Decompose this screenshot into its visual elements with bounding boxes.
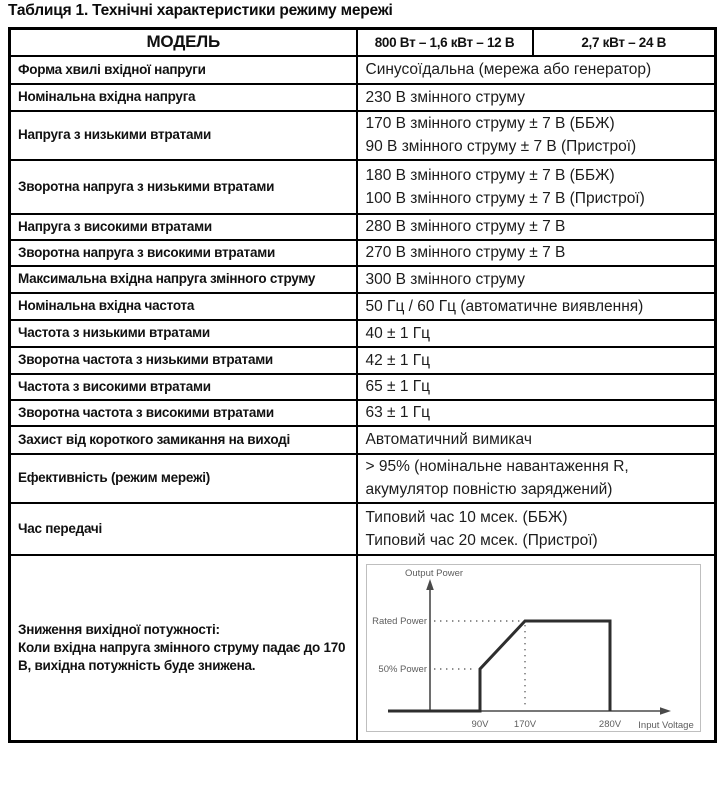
row-value	[357, 293, 716, 320]
value-line: Синусоїдальна (мережа або генератор)	[365, 61, 652, 78]
value-line: 100 В змінного струму ± 7 В (Пристрої)	[365, 189, 645, 207]
row-label: Час передачі	[10, 503, 357, 555]
table-row	[10, 293, 716, 320]
header-model-variant-2: 2,7 кВт – 24 В	[533, 29, 716, 56]
table-row	[10, 266, 716, 293]
y-axis-label: Output Power	[404, 567, 463, 579]
row-label: Частота з низькими втратами	[10, 320, 357, 347]
table-row	[10, 240, 716, 266]
row-label: Зворотна частота з низькими втратами	[10, 347, 357, 374]
row-value	[357, 84, 716, 111]
table-row	[10, 56, 716, 84]
row-value	[357, 111, 716, 160]
table-row	[10, 374, 716, 400]
derating-chart	[366, 564, 701, 732]
value-line: 280 В змінного струму ± 7 В	[365, 218, 566, 235]
value-line: 270 В змінного струму ± 7 В	[365, 244, 566, 261]
rated-power-label: Rated Power	[371, 615, 427, 627]
value-line: Типовий час 20 мсек. (Пристрої)	[365, 531, 598, 549]
derating-label-desc: Коли вхідна напруга змінного струму падає до 170 В, вихідна потужність буде знижена.	[18, 639, 346, 673]
value-line: 40 ± 1 Гц	[365, 324, 431, 342]
row-value	[357, 400, 716, 426]
row-value	[357, 160, 716, 214]
row-value	[357, 454, 716, 503]
row-label: Номінальна вхідна частота	[10, 293, 357, 320]
tick-90v: 90V	[471, 718, 488, 730]
row-value	[357, 426, 716, 454]
table-row-derating	[10, 555, 716, 742]
value-line: 180 В змінного струму ± 7 В (ББЖ)	[365, 166, 615, 184]
row-label: Напруга з низькими втратами	[10, 111, 357, 160]
value-line: 90 В змінного струму ± 7 В (Пристрої)	[365, 138, 637, 155]
header-model: МОДЕЛЬ	[10, 29, 357, 56]
page-title: Таблиця 1. Технічні характеристики режиму мережі	[8, 2, 393, 19]
value-line: Автоматичний вимикач	[365, 431, 532, 448]
row-value	[357, 347, 716, 374]
value-line: 170 В змінного струму ± 7 В (ББЖ)	[365, 115, 615, 132]
value-line: 230 В змінного струму	[365, 88, 525, 106]
table-row	[10, 111, 716, 160]
value-line: акумулятор повністю заряджений)	[365, 481, 613, 498]
table-row	[10, 426, 716, 454]
tick-170v: 170V	[513, 718, 536, 730]
table-row	[10, 214, 716, 240]
row-label: Форма хвилі вхідної напруги	[10, 56, 357, 84]
table-row	[10, 454, 716, 503]
table-row	[10, 160, 716, 214]
derating-label-title: Зниження вихідної потужності:	[18, 621, 220, 637]
row-label: Зворотна частота з високими втратами	[10, 400, 357, 426]
row-value	[357, 240, 716, 266]
derating-label	[10, 555, 357, 742]
value-line: 65 ± 1 Гц	[365, 378, 431, 395]
row-label: Номінальна вхідна напруга	[10, 84, 357, 111]
table-row	[10, 347, 716, 374]
row-label: Зворотна напруга з високими втратами	[10, 240, 357, 266]
row-label: Ефективність (режим мережі)	[10, 454, 357, 503]
value-line: 63 ± 1 Гц	[365, 404, 431, 421]
row-value	[357, 266, 716, 293]
table-row	[10, 400, 716, 426]
table-row	[10, 503, 716, 555]
row-label: Максимальна вхідна напруга змінного струму	[10, 266, 357, 293]
value-line: 42 ± 1 Гц	[365, 351, 431, 369]
power-50-label: 50% Power	[377, 663, 427, 675]
spec-table	[8, 27, 717, 743]
value-line: > 95% (номінальне навантаження R,	[365, 458, 629, 475]
header-model-variant-1: 800 Вт – 1,6 кВт – 12 В	[357, 29, 533, 56]
value-line: Типовий час 10 мсек. (ББЖ)	[365, 508, 568, 526]
value-line: 50 Гц / 60 Гц (автоматичне виявлення)	[365, 297, 644, 315]
tick-280v: 280V	[598, 718, 621, 730]
row-value	[357, 374, 716, 400]
x-axis-label: Input Voltage	[637, 719, 694, 731]
row-value	[357, 320, 716, 347]
row-value	[357, 56, 716, 84]
row-label: Частота з високими втратами	[10, 374, 357, 400]
value-line: 300 В змінного струму	[365, 270, 525, 288]
row-label: Напруга з високими втратами	[10, 214, 357, 240]
row-value	[357, 503, 716, 555]
row-label: Захист від короткого замикання на виході	[10, 426, 357, 454]
row-label: Зворотна напруга з низькими втратами	[10, 160, 357, 214]
table-row	[10, 84, 716, 111]
derating-chart-cell	[357, 555, 716, 742]
table-header-row	[10, 29, 716, 56]
table-row	[10, 320, 716, 347]
row-value	[357, 214, 716, 240]
chart-frame	[366, 564, 700, 731]
